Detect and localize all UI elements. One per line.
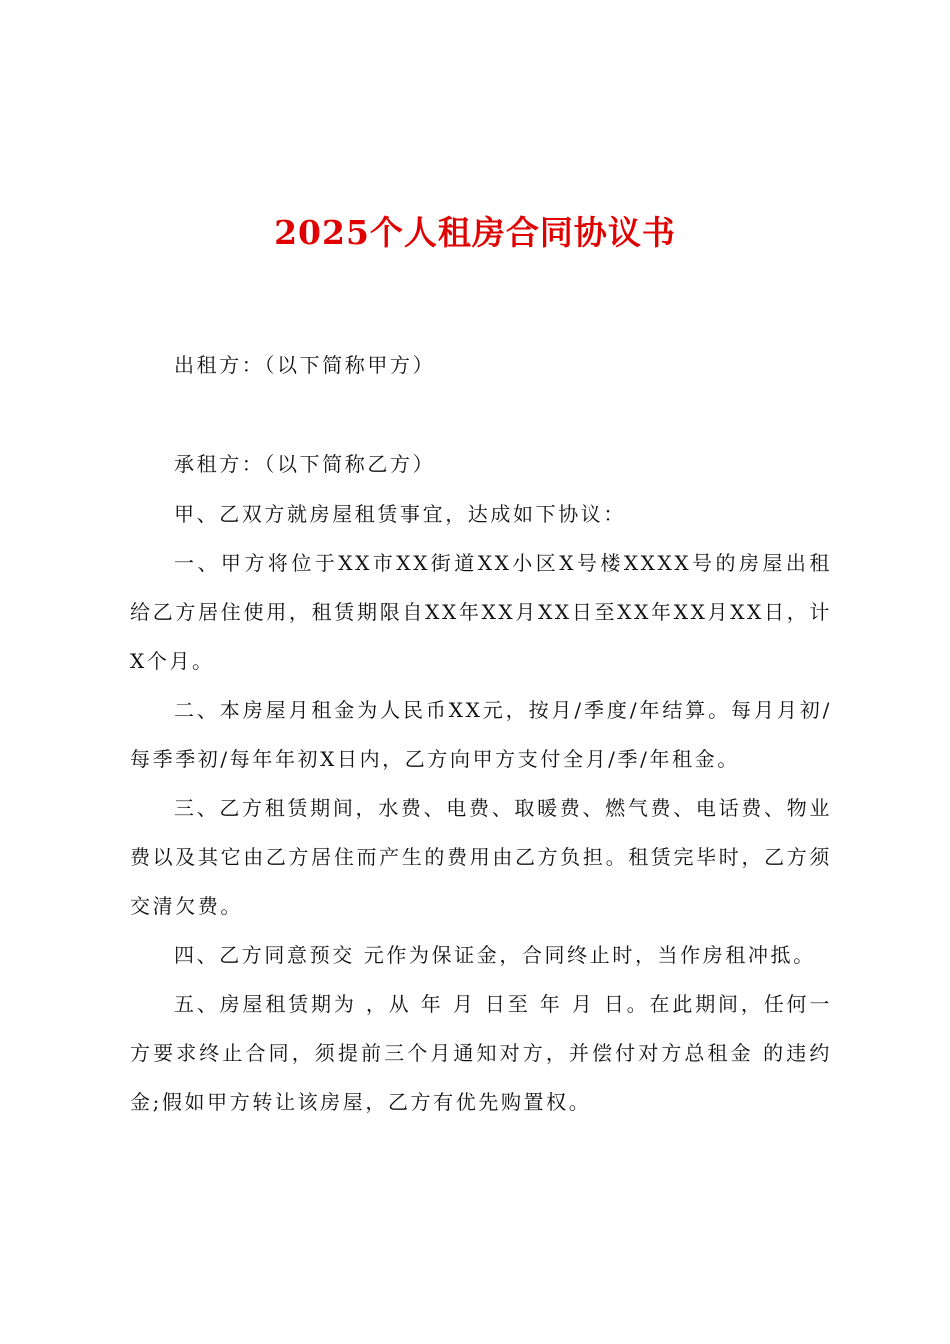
clause-1: 一、甲方将位于XX市XX街道XX小区X号楼XXXX号的房屋出租给乙方居住使用，租赁期限自XX年XX月XX日至XX年XX月XX日，计X个月。 (130, 551, 832, 673)
clause-3: 三、乙方租赁期间，水费、电费、取暖费、燃气费、电话费、物业费以及其它由乙方居住而产生的费用由乙方负担。租赁完毕时，乙方须交清欠费。 (130, 796, 832, 918)
lessee-block (130, 440, 832, 489)
lessee-line: 承租方：（以下简称乙方） (174, 452, 436, 476)
clause-4: 四、乙方同意预交 元作为保证金，合同终止时，当作房租冲抵。 (174, 943, 816, 967)
lessor-line: 出租方：（以下简称甲方） (174, 353, 436, 377)
clause-5: 五、房屋租赁期为 ，从 年 月 日至 年 月 日。在此期间，任何一方要求终止合同，须提前三个月通知对方，并偿付对方总租金 的违约金;假如甲方转让该房屋，乙方有优先购置权。 (130, 992, 832, 1114)
clauses-block (130, 490, 832, 1127)
intro-paragraph: 甲、乙双方就房屋租赁事宜，达成如下协议： (174, 502, 626, 526)
clause-2: 二、本房屋月租金为人民币XX元，按月/季度/年结算。每月月初/每季季初/每年年初X日内，乙方向甲方支付全月/季/年租金。 (130, 698, 832, 771)
document-title: 2025个人租房合同协议书 (274, 213, 676, 252)
lessor-block (130, 341, 832, 390)
